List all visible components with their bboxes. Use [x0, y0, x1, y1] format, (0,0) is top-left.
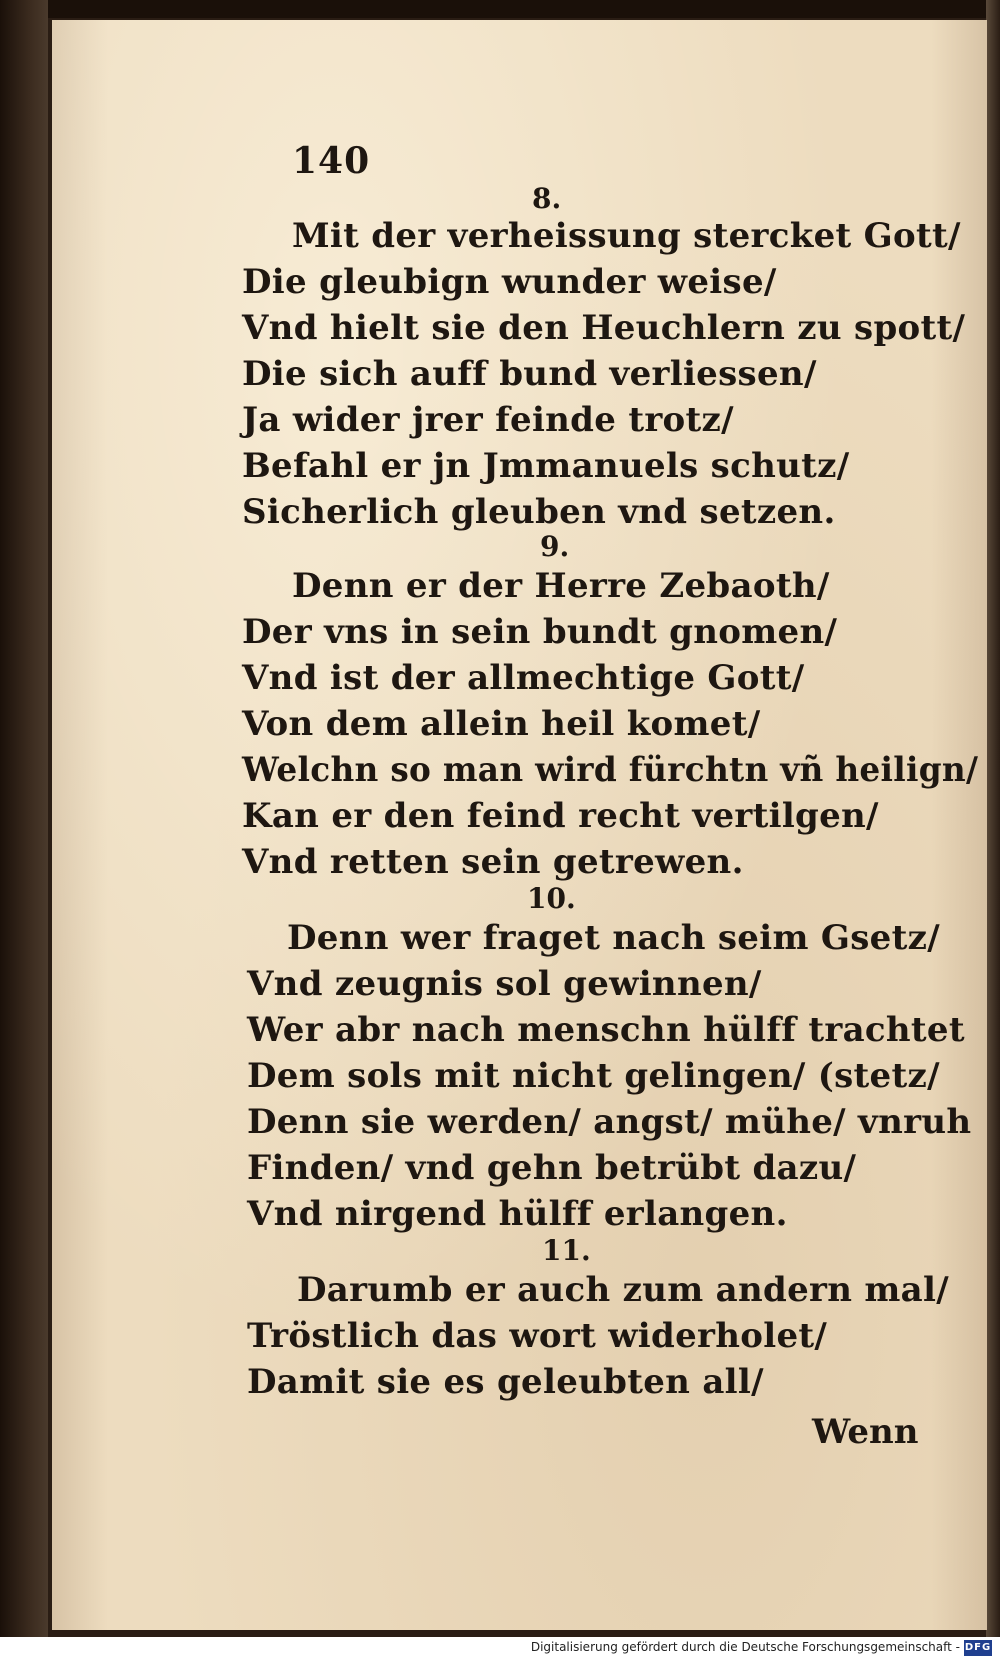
dfg-logo-icon: DFG [964, 1640, 992, 1656]
verse-line: Von dem allein heil komet/ [242, 704, 761, 744]
verse-line: Vnd retten sein getrewen. [242, 842, 744, 882]
stanza-number: 8. [532, 182, 562, 215]
verse-line: Die sich auff bund verliessen/ [242, 354, 817, 394]
verse-line: Die gleubign wunder weise/ [242, 262, 777, 302]
scan-left-edge [0, 0, 48, 1661]
verse-line: Kan er den feind recht vertilgen/ [242, 796, 879, 836]
verse-line: Welchn so man wird fürchtn vñ heilign/ [242, 750, 979, 790]
catchword: Wenn [812, 1412, 919, 1452]
stanza-number: 10. [527, 882, 576, 915]
verse-line: Darumb er auch zum andern mal/ [297, 1270, 949, 1310]
verse-line: Wer abr nach menschn hülff trachtet [247, 1010, 965, 1050]
scan-right-edge [986, 0, 1000, 1661]
verse-line: Denn sie werden/ angst/ mühe/ vnruh [247, 1102, 972, 1142]
stanza-number: 9. [540, 530, 570, 563]
funding-credit: Digitalisierung gefördert durch die Deutsche Forschungsgemeinschaft - [530, 1640, 960, 1654]
verse-line: Sicherlich gleuben vnd setzen. [242, 492, 836, 532]
page-number: 140 [292, 140, 371, 182]
verse-line: Befahl er jn Jmmanuels schutz/ [242, 446, 850, 486]
verse-line: Vnd hielt sie den Heuchlern zu spott/ [242, 308, 966, 348]
verse-line: Vnd ist der allmechtige Gott/ [242, 658, 805, 698]
verse-line: Denn wer fraget nach seim Gsetz/ [287, 918, 940, 958]
book-page [52, 20, 987, 1630]
verse-line: Der vns in sein bundt gnomen/ [242, 612, 838, 652]
footer-bar [0, 1637, 1000, 1661]
scan-top-edge [0, 0, 1000, 18]
verse-line: Mit der verheissung stercket Gott/ [292, 216, 961, 256]
stanza-number: 11. [542, 1234, 591, 1267]
verse-line: Vnd nirgend hülff erlangen. [247, 1194, 788, 1234]
verse-line: Denn er der Herre Zebaoth/ [292, 566, 830, 606]
verse-line: Finden/ vnd gehn betrübt dazu/ [247, 1148, 857, 1188]
verse-line: Dem sols mit nicht gelingen/ (stetz/ [247, 1056, 940, 1096]
verse-line: Tröstlich das wort widerholet/ [247, 1316, 828, 1356]
verse-line: Vnd zeugnis sol gewinnen/ [247, 964, 762, 1004]
verse-line: Ja wider jrer feinde trotz/ [242, 400, 734, 440]
verse-line: Damit sie es geleubten all/ [247, 1362, 764, 1402]
